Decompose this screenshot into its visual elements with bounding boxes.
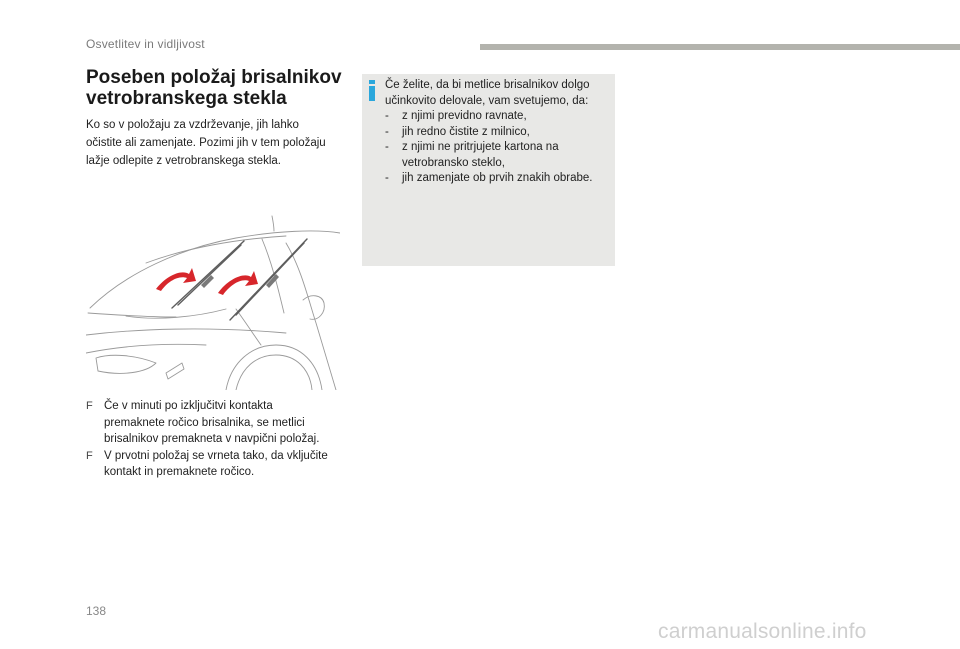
info-icon — [368, 80, 376, 101]
dash-marker: - — [385, 125, 389, 138]
dash-marker: - — [385, 110, 389, 122]
intro-paragraph — [86, 116, 348, 170]
intro-line: lažje odlepite z vetrobranskega stekla. — [86, 155, 281, 167]
info-item-line: vetrobransko steklo, — [402, 156, 505, 169]
instructions-list — [86, 398, 346, 481]
intro-line: očistite ali zamenjate. Pozimi jih v tem položaju — [86, 137, 326, 149]
info-item-line: jih zamenjate ob prvih znakih obrabe. — [402, 172, 593, 184]
info-list — [385, 109, 613, 187]
info-intro-line: učinkovito delovale, vam svetujemo, da: — [385, 94, 589, 107]
instruction-line: brisalnikov premakneta v navpični položaj. — [104, 433, 320, 445]
info-list-item — [385, 109, 613, 125]
info-item-line: z njimi ne pritrjujete kartona na — [402, 141, 559, 153]
section-header: Osvetlitev in vidljivost — [86, 37, 205, 51]
info-list-item — [385, 125, 613, 141]
page-number: 138 — [86, 604, 107, 618]
info-item-line: z njimi previdno ravnate, — [402, 110, 527, 122]
instruction-item — [86, 448, 346, 481]
info-item-line: jih redno čistite z milnico, — [402, 125, 530, 138]
page-title — [86, 67, 356, 109]
wiper-service-position-illustration — [86, 213, 340, 390]
instruction-line: V prvotni položaj se vrneta tako, da vključite — [104, 449, 328, 462]
instruction-line: Če v minuti po izključitvi kontakta — [104, 400, 273, 412]
red-arrow — [156, 268, 196, 291]
bullet-marker: F — [86, 400, 93, 412]
bullet-marker: F — [86, 449, 93, 462]
dash-marker: - — [385, 172, 389, 184]
info-intro-line: Če želite, da bi metlice brisalnikov dolgo — [385, 79, 590, 91]
dash-marker: - — [385, 141, 389, 153]
intro-line: Ko so v položaju za vzdrževanje, jih lahko — [86, 119, 299, 131]
header-bar — [480, 44, 960, 50]
instruction-item — [86, 398, 346, 448]
title-line: Poseben položaj brisalnikov — [86, 67, 342, 88]
instruction-line: premaknete ročico brisalnika, se metlici — [104, 416, 305, 429]
red-arrow — [218, 271, 258, 295]
title-line: vetrobranskega stekla — [86, 88, 287, 109]
instruction-line: kontakt in premaknete ročico. — [104, 466, 255, 478]
info-list-item — [385, 171, 613, 187]
info-text — [385, 78, 613, 187]
info-list-item — [385, 140, 613, 171]
watermark[interactable]: carmanualsonline.info — [658, 620, 867, 643]
